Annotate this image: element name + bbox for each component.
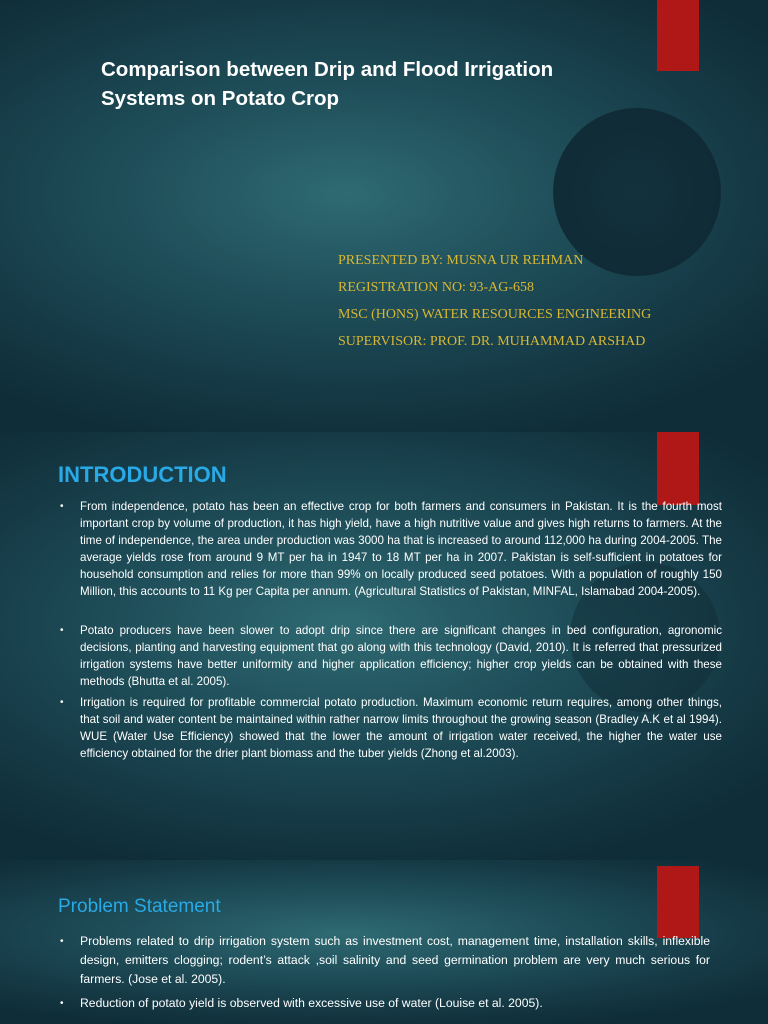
red-accent-bar bbox=[657, 0, 699, 71]
problem-statement-slide bbox=[0, 860, 768, 1024]
red-accent-bar bbox=[657, 432, 699, 505]
list-item: • Problems related to drip irrigation system such as investment cost, management time, installation skills, inflexible design, emitters clogging; rodent’s attack ,soil salinity and seed germination problem are very much serious for farmers. (Jose et al. 2005). bbox=[58, 932, 710, 989]
title-slide bbox=[0, 0, 768, 432]
degree-program: MSC (HONS) WATER RESOURCES ENGINEERING bbox=[338, 307, 652, 322]
introduction-bullet-list bbox=[58, 498, 722, 766]
introduction-heading: INTRODUCTION bbox=[58, 462, 227, 487]
decorative-circle bbox=[553, 108, 721, 276]
presentation-title: Comparison between Drip and Flood Irrigation Systems on Potato Crop bbox=[101, 58, 554, 110]
list-item: • Reduction of potato yield is observed with excessive use of water (Louise et al. 2005). bbox=[58, 994, 710, 1013]
presenter-info bbox=[338, 252, 703, 360]
problem-bullet-list bbox=[58, 932, 710, 1018]
red-accent-bar bbox=[657, 866, 699, 938]
registration-number: REGISTRATION NO: 93-AG-658 bbox=[338, 280, 534, 295]
supervisor-name: SUPERVISOR: PROF. DR. MUHAMMAD ARSHAD bbox=[338, 334, 646, 349]
list-item: • Irrigation is required for profitable commercial potato production. Maximum economic return requires, among other things, that soil and water content be maintained within rather narrow limits throughout the growing season (Bradley A.K et al 1994). WUE (Water Use Efficiency) showed that the lower the amount of irrigation water received, the higher the water use efficiency obtained for the drier plant biomass and the tuber yields (Zhong et al.2003). bbox=[58, 694, 722, 762]
introduction-slide bbox=[0, 432, 768, 860]
problem-statement-heading: Problem Statement bbox=[58, 896, 221, 917]
list-item: • From independence, potato has been an effective crop for both farmers and consumers in Pakistan. It is the fourth most important crop by volume of production, it has high yield, have a high nutritive value and gives high returns to farmers. At the time of independence, the area under production was 3000 ha that is increased to around 112,000 ha during 2004-2005. The average yields rose from around 9 MT per ha in 1947 to 18 MT per ha in 2007. Pakistan is self-sufficient in potatoes for household consumption and relies for more than 99% on locally produced seed potatoes. With a population of roughly 150 Million, this accounts to 11 Kg per Capita per annum. (Agricultural Statistics of Pakistan, MINFAL, Islamabad 2004-2005). bbox=[58, 498, 722, 600]
presenter-name: PRESENTED BY: MUSNA UR REHMAN bbox=[338, 253, 584, 268]
list-item: • Potato producers have been slower to adopt drip since there are significant changes in bed configuration, agronomic decisions, planting and harvesting equipment that go along with this technology (David, 2010). It is referred that pressurized irrigation systems have better uniformity and higher application efficiency; higher crop yields can be obtained with these methods (Bhutta et al. 2005). bbox=[58, 622, 722, 690]
